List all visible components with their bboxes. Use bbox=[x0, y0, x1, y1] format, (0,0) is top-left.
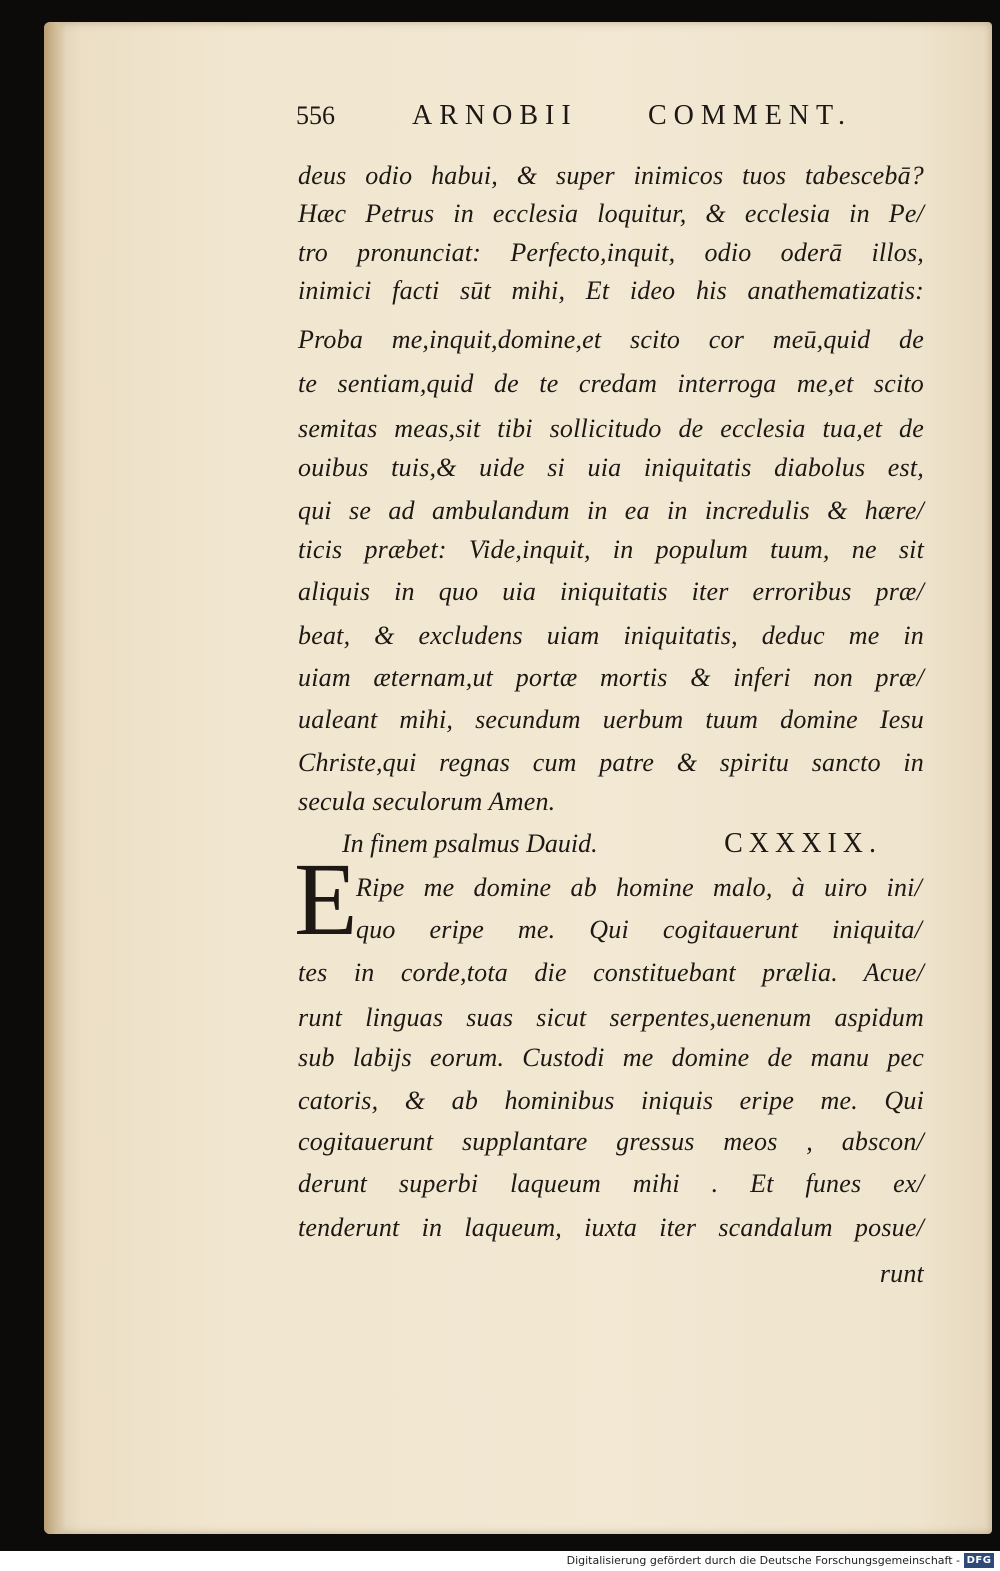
text-line: Hæc Petrus in ecclesia loquitur, & ecclesia in Pe/ bbox=[298, 199, 924, 228]
text-line: qui se ad ambulandum in ea in incredulis & hære/ bbox=[298, 496, 924, 525]
text-line: uiam æternam,ut portæ mortis & inferi non præ/ bbox=[298, 663, 924, 692]
text-line: quo eripe me. Qui cogitauerunt iniquita/ bbox=[356, 915, 922, 944]
text-line: deus odio habui, & super inimicos tuos tabescebā? bbox=[298, 161, 924, 190]
header-title-work: COMMENT. bbox=[648, 100, 853, 131]
header-title-author: ARNOBII bbox=[412, 100, 578, 131]
text-line: catoris, & ab hominibus iniquis eripe me. Qui bbox=[298, 1086, 924, 1115]
text-line: te sentiam,quid de te credam interroga me,et scito bbox=[298, 369, 924, 398]
text-line: tro pronunciat: Perfecto,inquit, odio oderā illos, bbox=[298, 238, 924, 267]
text-line: cogitauerunt supplantare gressus meos , abscon/ bbox=[298, 1127, 924, 1156]
text-line: sub labijs eorum. Custodi me domine de manu pec bbox=[298, 1043, 924, 1072]
text-line: aliquis in quo uia iniquitatis iter erroribus præ/ bbox=[298, 577, 924, 606]
psalm-title: In finem psalmus Dauid. bbox=[342, 829, 598, 858]
text-line: Christe,qui regnas cum patre & spiritu sancto in bbox=[298, 748, 924, 777]
text-line: runt linguas suas sicut serpentes,uenenum aspidum bbox=[298, 1003, 924, 1032]
digitization-credit: Digitalisierung gefördert durch die Deutsche Forschungsgemeinschaft - bbox=[566, 1554, 960, 1567]
page-number: 556 bbox=[296, 101, 335, 130]
running-header bbox=[296, 98, 876, 138]
text-line: beat, & excludens uiam iniquitatis, deduc me in bbox=[298, 621, 924, 650]
text-line: secula seculorum Amen. bbox=[298, 787, 556, 816]
text-line: inimici facti sūt mihi, Et ideo his anathematizatis: bbox=[298, 276, 924, 305]
catchword: runt bbox=[879, 1259, 924, 1288]
text-line: ouibus tuis,& uide si uia iniquitatis diabolus est, bbox=[298, 453, 924, 482]
text-line: derunt superbi laqueum mihi . Et funes ex/ bbox=[298, 1169, 924, 1198]
text-line: ticis præbet: Vide,inquit, in populum tuum, ne sit bbox=[298, 535, 924, 564]
dfg-logo-icon[interactable]: DFG bbox=[964, 1553, 994, 1568]
page-binding-edge bbox=[44, 22, 66, 1534]
psalm-heading bbox=[342, 826, 882, 866]
decorated-initial: E bbox=[294, 842, 358, 957]
text-line: tenderunt in laqueum, iuxta iter scandalum posue/ bbox=[298, 1213, 924, 1242]
text-line: semitas meas,sit tibi sollicitudo de ecclesia tua,et de bbox=[298, 414, 924, 443]
text-line: Proba me,inquit,domine,et scito cor meū,quid de bbox=[298, 325, 924, 354]
psalm-number: CXXXIX. bbox=[724, 828, 882, 859]
text-line: tes in corde,tota die constituebant prælia. Acue/ bbox=[298, 958, 924, 987]
text-line: Ripe me domine ab homine malo, à uiro ini/ bbox=[356, 873, 922, 902]
text-line: ualeant mihi, secundum uerbum tuum domine Iesu bbox=[298, 705, 924, 734]
